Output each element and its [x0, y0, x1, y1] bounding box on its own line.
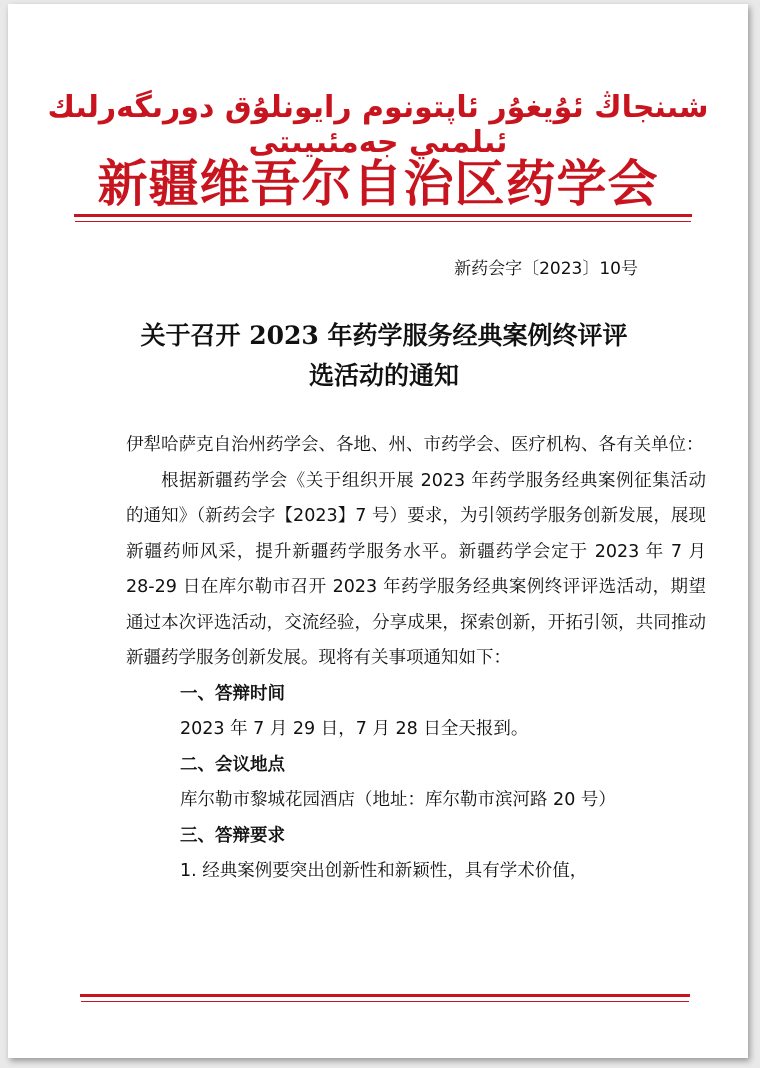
section-text-location: 库尔勒市黎城花园酒店（地址：库尔勒市滨河路 20 号）	[180, 790, 616, 810]
title-line-2: 选活动的通知	[308, 361, 459, 390]
requirement-item-1: 1. 经典案例要突出创新性和新颖性，具有学术价值，	[180, 861, 588, 881]
paragraph-intro: 根据新疆药学会《关于组织开展 2023 年药学服务经典案例征集活动的通知》（新药会字【2023】7 号）要求，为引领药学服务创新发展，展现新疆药师风采，提升新疆药学服务水平。新疆药学会定于 2023 年 7 月 28-29 日在库尔勒市召开 2023 年药学服务经典案例终评评选活动，期望通过本次评选活动，交流经验，分享成果，探索创新，开拓引领，共同推动新疆药学服务创新发展。现将有关事项通知如下：	[126, 470, 706, 668]
org-name-uyghur: شىنجاڭ ئۇيغۇر ئاپتونوم رايونلۇق دورىگەرلىك ئىلمىي جەمئىيىتى	[47, 90, 709, 160]
section-heading-requirements: 三、答辩要求	[180, 825, 285, 846]
document-page	[8, 4, 748, 1058]
section-heading-time: 一、答辩时间	[180, 683, 285, 704]
addressee: 伊犁哈萨克自治州药学会、各地、州、市药学会、医疗机构、各有关单位：	[126, 435, 704, 455]
header-divider	[74, 214, 692, 217]
section-heading-location: 二、会议地点	[180, 754, 285, 775]
document-number: 新药会字〔2023〕10号	[454, 259, 638, 279]
footer-divider	[80, 994, 690, 997]
document-title	[104, 316, 664, 396]
title-line-1: 关于召开 2023 年药学服务经典案例终评评	[140, 321, 628, 350]
document-body	[126, 428, 706, 890]
org-name: 新疆维吾尔自治区药学会	[97, 154, 659, 213]
section-text-time: 2023 年 7 月 29 日，7 月 28 日全天报到。	[180, 719, 529, 739]
